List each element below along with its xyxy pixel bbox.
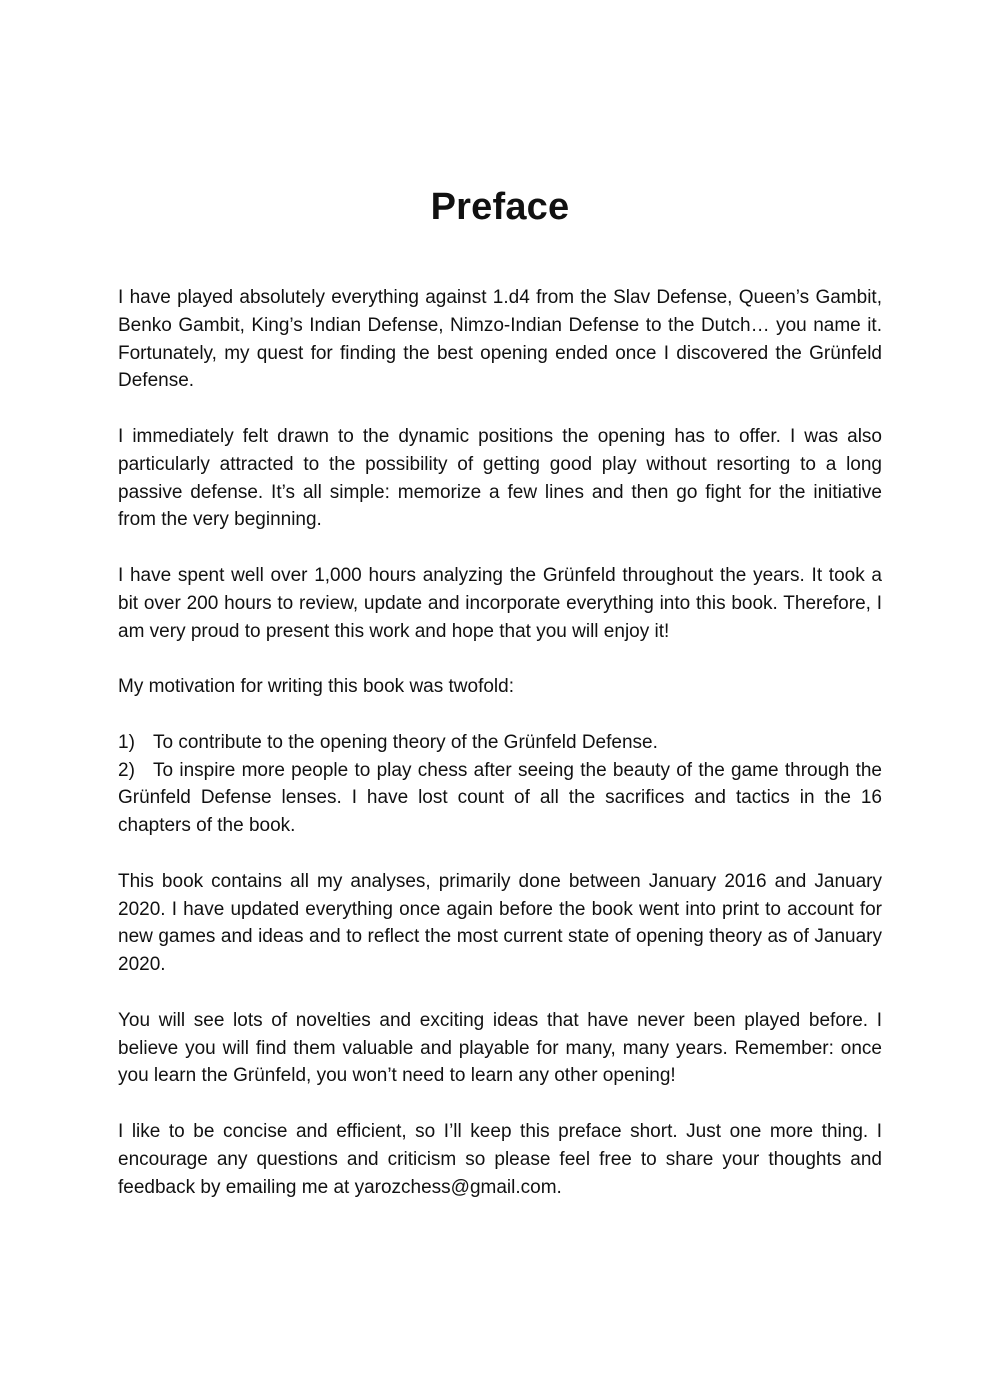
paragraph-motivation: My motivation for writing this book was twofold:: [118, 676, 514, 698]
motivation-list: [118, 729, 882, 840]
list-item-text: To contribute to the opening theory of the Grünfeld Defense.: [153, 731, 658, 753]
list-item-number: 2): [118, 759, 135, 781]
paragraph-novelties: You will see lots of novelties and exciting ideas that have never been played before. I believe you will find them valuable and playable for many, many years. Remember: once you learn the Grünfeld, you won’t need to learn any other opening!: [118, 1009, 882, 1087]
paragraph-hours-spent: I have spent well over 1,000 hours analyzing the Grünfeld throughout the years. It took a bit over 200 hours to review, update and incorporate everything into this book. Therefore, I am very proud to present this work and hope that you will enjoy it!: [118, 564, 882, 642]
list-item: [118, 757, 882, 840]
list-item: [118, 729, 882, 757]
list-item-number: 1): [118, 731, 135, 753]
paragraph-openings: I have played absolutely everything against 1.d4 from the Slav Defense, Queen’s Gambit, Benko Gambit, King’s Indian Defense, Nimzo-Indian Defense to the Dutch… you name it. Fortunately, my quest for finding the best opening ended once I discovered the Grünfeld Defense.: [118, 287, 882, 392]
page-title: Preface: [430, 186, 570, 228]
paragraph-dynamic-positions: I immediately felt drawn to the dynamic positions the opening has to offer. I was also particularly attracted to the possibility of getting good play without resorting to a long passive defense. It’s all simple: memorize a few lines and then go fight for the initiative from the very beginning.: [118, 425, 882, 531]
preface-body: [118, 284, 882, 1229]
list-item-text: To inspire more people to play chess after seeing the beauty of the game through the Grünfeld Defense lenses. I have lost count of all the sacrifices and tactics in the 16 chapters of the book.: [118, 759, 882, 837]
paragraph-analyses: This book contains all my analyses, primarily done between January 2016 and January 2020. I have updated everything once again before the book went into print to account for new games and ideas and to reflect the most current state of opening theory as of January 2020.: [118, 870, 882, 976]
paragraph-contact: I like to be concise and efficient, so I’ll keep this preface short. Just one more thing. I encourage any questions and criticism so please feel free to share your thoughts and feedback by emailing me at yarozchess@gmail.com.: [118, 1120, 882, 1198]
